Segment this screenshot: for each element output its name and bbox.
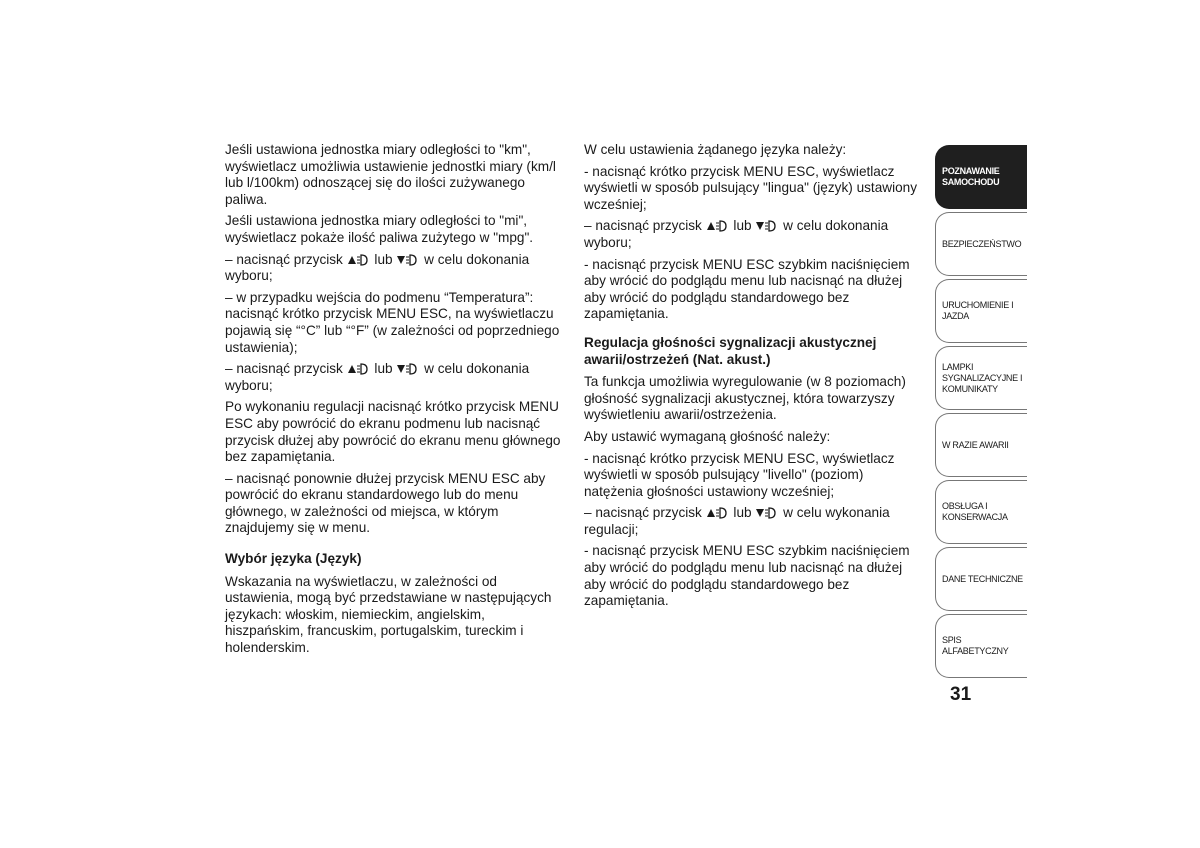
text: lub [374, 251, 393, 267]
paragraph: Wskazania na wyświetlaczu, w zależności od ustawienia, mogą być przedstawiane w następujących językach: włoskim, niemieckim, angielskim, hiszpańskim, francuskim, portugalskim, tureckim i holenderskim. [225, 573, 552, 656]
text: lub [733, 218, 752, 234]
tab-spis-alfabetyczny[interactable]: SPIS ALFABETYCZNY [935, 614, 1027, 678]
paragraph: Ta funkcja umożliwia wyregulowanie (w 8 poziomach) głośność sygnalizacji akustycznej, która towarzyszy wyświetleniu awarii/ostrzeżenia. [584, 374, 906, 423]
chapter-tabs [935, 145, 1027, 681]
tab-w-razie-awarii[interactable]: W RAZIE AWARII [935, 413, 1027, 477]
paragraph: – nacisnąć ponownie dłużej przycisk MENU ESC aby powrócić do ekranu standardowego lub do menu głównego, w zależności od miejsca, w którym znajdujemy się w menu. [225, 470, 546, 536]
right-column [584, 142, 924, 615]
paragraph: - nacisnąć krótko przycisk MENU ESC, wyświetlacz wyświetli w sposób pulsujący "lingua" (język) ustawiony wcześniej; [584, 163, 918, 212]
paragraph: - nacisnąć przycisk MENU ESC szybkim naciśnięciem aby wrócić do podglądu menu lub nacisnąć na dłużej aby wrócić do podglądu standardowego bez zapamiętania. [584, 543, 910, 609]
text: w celu dokonania wyboru; [225, 251, 530, 284]
text: lub [733, 505, 752, 521]
tab-lampki-sygnalizacyjne[interactable]: LAMPKI SYGNALIZACYJNE I KOMUNIKATY [935, 346, 1027, 410]
paragraph: Jeśli ustawiona jednostka miary odległości to "mi", wyświetlacz pokaże ilość paliwa zużytego w "mpg". [225, 213, 534, 245]
up-arrow-headlight-icon [706, 505, 730, 519]
section-heading: Wybór języka (Język) [225, 551, 362, 567]
paragraph [584, 505, 924, 538]
tab-obsluga-i-konserwacja[interactable]: OBSŁUGA I KONSERWACJA [935, 480, 1027, 544]
down-arrow-headlight-icon [755, 218, 779, 232]
page-number: 31 [950, 684, 972, 705]
up-arrow-headlight-icon [347, 252, 371, 266]
text: – nacisnąć przycisk [225, 251, 343, 267]
paragraph: Po wykonaniu regulacji nacisnąć krótko przycisk MENU ESC aby powrócić do ekranu podmenu lub nacisnąć przycisk dłużej aby powrócić do ekranu menu głównego bez zapamiętania. [225, 399, 561, 465]
paragraph: Jeśli ustawiona jednostka miary odległości to "km", wyświetlacz umożliwia ustawienie jednostki miary (km/l lub l/100km) odnoszącej się do ilości zużywanego paliwa. [225, 142, 556, 207]
paragraph [584, 218, 924, 251]
section-heading: Regulacja głośności sygnalizacji akustycznej awarii/ostrzeżeń (Nat. akust.) [584, 334, 877, 367]
tab-dane-techniczne[interactable]: DANE TECHNICZNE [935, 547, 1027, 611]
paragraph: - nacisnąć przycisk MENU ESC szybkim naciśnięciem aby wrócić do podglądu menu lub nacisnąć na dłużej aby wrócić do podglądu standardowego bez zapamiętania. [584, 256, 910, 322]
text: w celu dokonania wyboru; [584, 218, 889, 250]
left-column [225, 142, 565, 662]
text: lub [374, 361, 393, 377]
text: – nacisnąć przycisk [584, 505, 702, 521]
up-arrow-headlight-icon [347, 361, 371, 375]
paragraph: - nacisnąć krótko przycisk MENU ESC, wyświetlacz wyświetli w sposób pulsujący "livello" (poziom) natężenia głośności ustawiony wcześniej; [584, 450, 895, 499]
down-arrow-headlight-icon [755, 505, 779, 519]
text: – nacisnąć przycisk [584, 218, 702, 234]
paragraph [225, 361, 565, 394]
up-arrow-headlight-icon [706, 218, 730, 232]
text: w celu dokonania wyboru; [225, 361, 530, 393]
down-arrow-headlight-icon [396, 361, 420, 375]
text: – nacisnąć przycisk [225, 361, 343, 377]
paragraph [225, 252, 565, 285]
paragraph: – w przypadku wejścia do podmenu “Temperatura”: nacisnąć krótko przycisk MENU ESC, na wyświetlaczu pojawią się “°C” lub “°F” (w zależności od poprzedniego ustawienia); [225, 289, 560, 355]
paragraph: Aby ustawić wymaganą głośność należy: [584, 428, 831, 444]
text: w celu wykonania regulacji; [584, 505, 890, 537]
tab-uruchomienie-i-jazda[interactable]: URUCHOMIENIE I JAZDA [935, 279, 1027, 343]
down-arrow-headlight-icon [396, 252, 420, 266]
tab-poznawanie-samochodu[interactable]: POZNAWANIE SAMOCHODU [935, 145, 1027, 209]
tab-bezpieczenstwo[interactable]: BEZPIECZEŃSTWO [935, 212, 1027, 276]
paragraph: W celu ustawienia żądanego języka należy: [584, 142, 847, 157]
